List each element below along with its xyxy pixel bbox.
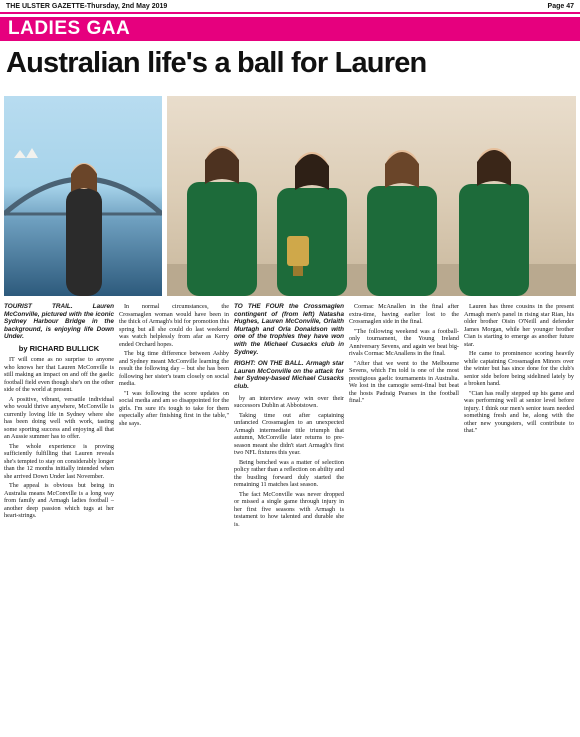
paragraph: In normal circumstances, the Crossmaglen woman would have been in the thick of Armagh's bid for promotion this spring but all she could do last weekend was watch helplessly from afar as Kerry ended Orchard hopes. <box>119 303 229 348</box>
paragraph: "I was following the score updates on social media and am so disappointed for the girls. I'm sure it's tough to take for them especially after finishing first in the table," she says. <box>119 389 229 427</box>
photo-caption-2: TO THE FOUR the Crossmaglen contingent of (from left) Natasha Hughes, Lauren McConville, Orlaith Murtagh and Orla Donaldson with one of the trophies they have won with the Michael Cusacks club in Sydney. <box>234 303 344 356</box>
harbour-bridge-photo <box>4 96 162 296</box>
article-body <box>4 303 576 733</box>
article-headline: Australian life's a ball for Lauren <box>6 47 427 79</box>
byline: by RICHARD BULLICK <box>18 343 100 353</box>
photo-caption-3: RIGHT: ON THE BALL. Armagh star Lauren McConville on the attack for her Sydney-based Michael Cusacks club. <box>234 360 344 390</box>
paragraph: "The following weekend was a football-only tournament, the Young Ireland Anniversary Sevens, and again we beat big-rivals Cormac McAnallens in the final. <box>349 327 459 357</box>
paragraph: The fact McConville was never dropped or missed a single game through injury in her first five seasons with Armagh is testament to how talented and durable she is. <box>234 490 344 528</box>
photo-strip <box>4 96 576 298</box>
paragraph: by an interview away win over their successors Dublin at Abbotstown. <box>234 394 344 410</box>
paragraph: The big time difference between Ashby and Sydney meant McConville learning the result the following day – but she has been following her sister's team closely on social media. <box>119 350 229 387</box>
paragraph: Taking time out after captaining unfancied Crossmaglen to an unexpected Armagh intermediate title triumph that autumn, McConville later returns to pre-season meant she didn't start Armagh's first two NFL fixtures this year. <box>234 411 344 457</box>
page-number: Page 47 <box>547 3 574 10</box>
column-5 <box>464 303 574 733</box>
paragraph: A positive, vibrant, versatile individual who would thrive anywhere, McConville is currently loving life in Sydney where she has been doing well with work, tasting some sporting success and enjoying all that an Aussie summer has to offer. <box>4 395 114 441</box>
column-3 <box>234 303 344 733</box>
masthead-title: THE ULSTER GAZETTE-Thursday, 2nd May 2019 <box>6 3 168 10</box>
section-banner: LADIES GAA <box>0 17 580 41</box>
paragraph: The appeal is obvious but being in Australia means McConville is a long way from family and Armagh ladies football – another deep passion which tugs at her heart-strings. <box>4 482 114 520</box>
paragraph: IT will come as no surprise to anyone who knows her that Lauren McConville is still making an impact on and off the gaelic football field even though she's on the other side of the world at present. <box>4 356 114 394</box>
column-2 <box>119 303 229 733</box>
team-photo <box>167 96 576 296</box>
column-4 <box>349 303 459 733</box>
photo-caption-1: TOURIST TRAIL. Lauren McConville, pictured with the iconic Sydney Harbour Bridge in the background, is enjoying life Down Under. <box>4 303 114 341</box>
players-illustration <box>167 96 576 296</box>
paragraph: "Cian has really stepped up his game and was performing well at senior level before injury. I think our men's senior team needed something fresh and he, along with the other new youngsters, will contribute to that." <box>464 389 574 434</box>
masthead <box>0 0 580 14</box>
bridge-illustration <box>4 96 162 296</box>
paragraph: Lauren has three cousins in the present Armagh men's panel in rising star Rian, his older brother Oisin O'Neill and defender James Morgan, while her younger brother Cian is starting to emerge as another future star. <box>464 303 574 348</box>
paragraph: Cormac McAnallen in the final after extra-time, having earlier lost to the Crossmaglen side in the final. <box>349 303 459 325</box>
column-1 <box>4 303 114 733</box>
paragraph: He came to prominence scoring heavily while captaining Crossmaglen Minors over the winter but has since done for the club's senior side before being sidelined lately by a broken hand. <box>464 350 574 387</box>
paragraph: Being benched was a matter of selection policy rather than a reflection on ability and the bustling forward duly started the remaining 11 matches last season. <box>234 458 344 489</box>
paragraph: "After that we went to the Melbourne Sevens, which I'm told is one of the most prestigious gaelic tournaments in Australia. We lost in the camogie semi-final but beat the hosts Padraig Pearses in the football final." <box>349 359 459 404</box>
paragraph: The whole experience is proving sufficiently fulfilling that Lauren reveals she's tempted to stay on considerably longer than the 12 months initially intended when she arrived Down Under last November. <box>4 442 114 480</box>
